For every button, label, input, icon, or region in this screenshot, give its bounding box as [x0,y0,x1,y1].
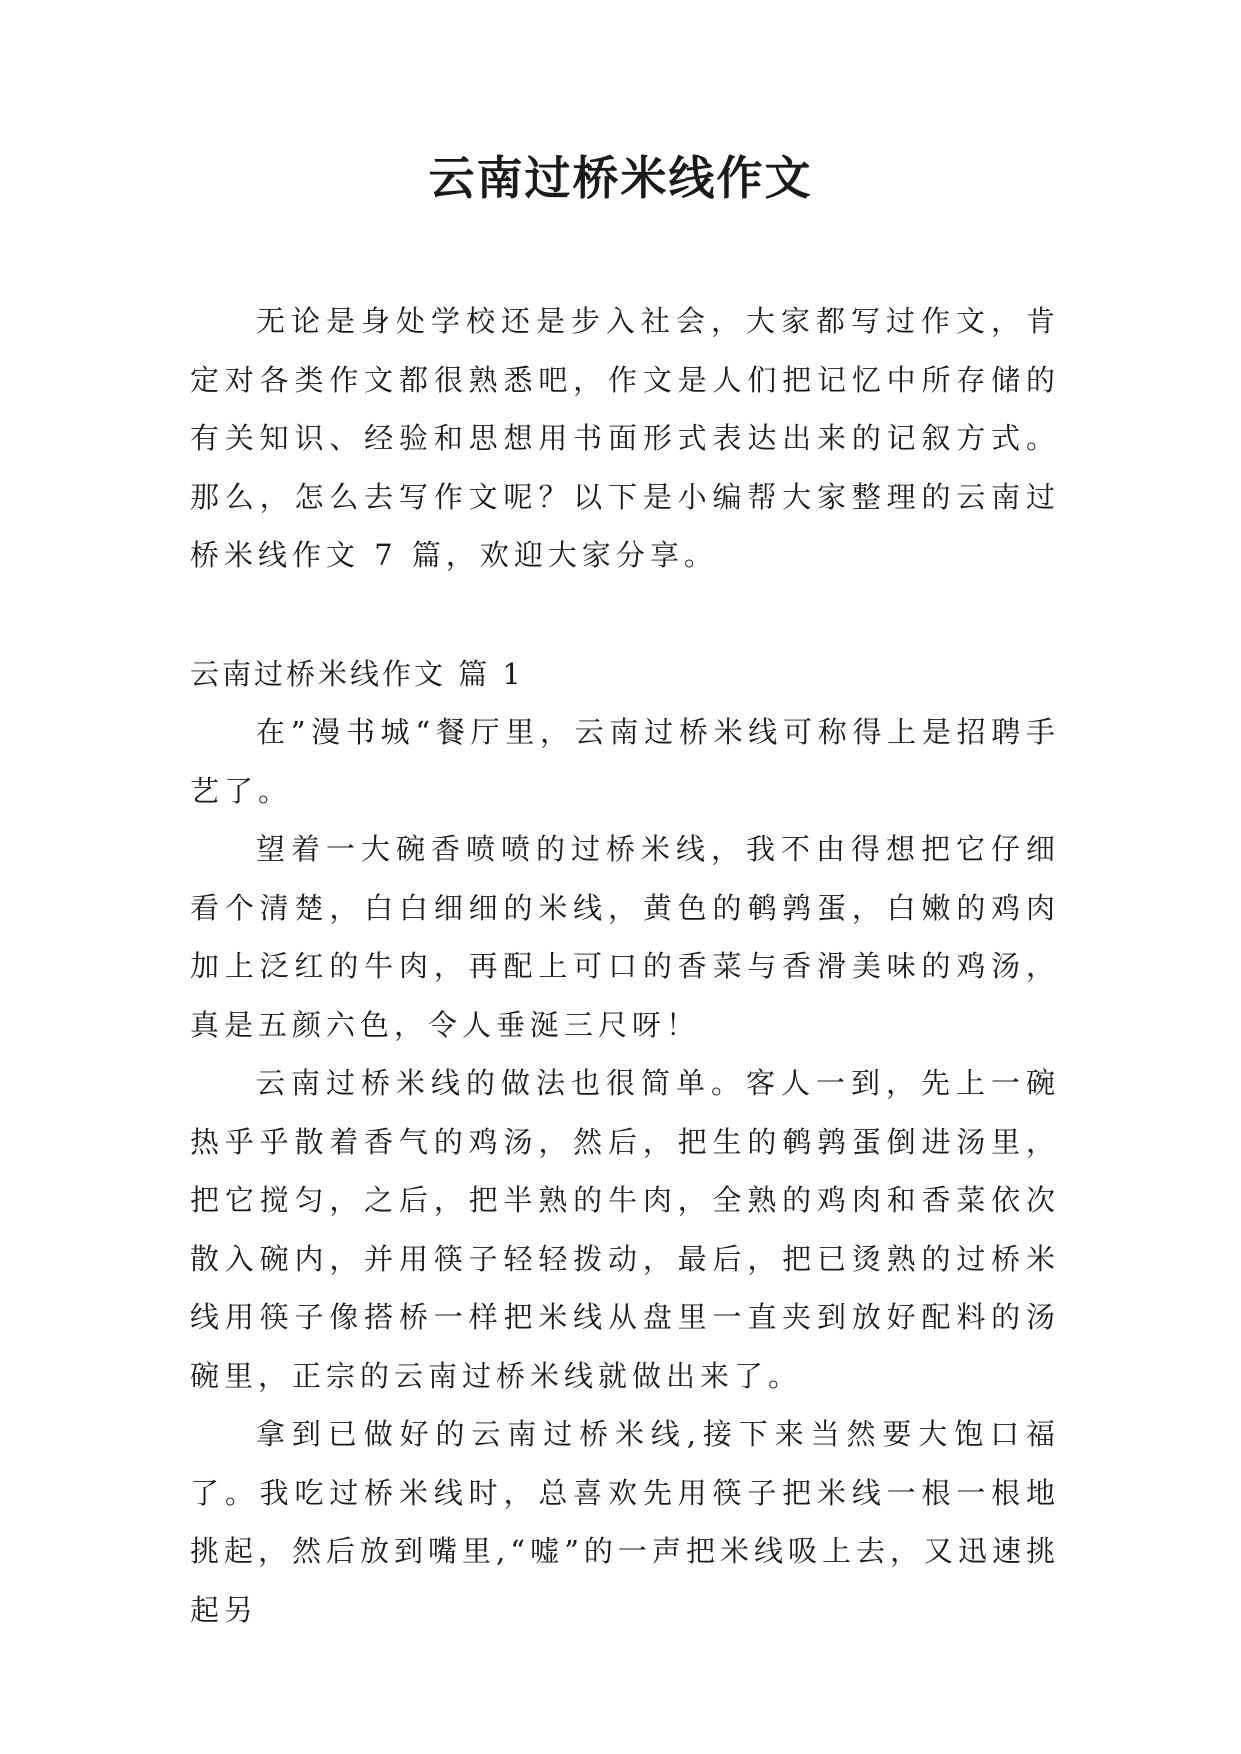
document-body [190,292,1060,1639]
body-paragraph-2: 望着一大碗香喷喷的过桥米线，我不由得想把它仔细看个清楚，白白细细的米线，黄色的鹌鹑蛋，白嫩的鸡肉加上泛红的牛肉，再配上可口的香菜与香滑美味的鸡汤，真是五颜六色，令人垂涎三尺呀！ [190,832,1060,1042]
body-paragraph-4: 拿到已做好的云南过桥米线,接下来当然要大饱口福了。我吃过桥米线时，总喜欢先用筷子把米线一根一根地挑起，然后放到嘴里,“嘘”的一声把米线吸上去，又迅速挑起另 [190,1417,1060,1627]
section-heading: 云南过桥米线作文 篇 1 [190,656,524,691]
document-title: 云南过桥米线作文 [428,151,813,205]
intro-paragraph: 无论是身处学校还是步入社会，大家都写过作文，肯定对各类作文都很熟悉吧，作文是人们把记忆中所存储的有关知识、经验和思想用书面形式表达出来的记叙方式。那么，怎么去写作文呢？以下是小编帮大家整理的云南过桥米线作文 7 篇，欢迎大家分享。 [190,304,1060,572]
body-paragraph-1: 在”漫书城“餐厅里，云南过桥米线可称得上是招聘手艺了。 [190,715,1060,808]
body-paragraph-3: 云南过桥米线的做法也很简单。客人一到，先上一碗热乎乎散着香气的鸡汤，然后，把生的鹌鹑蛋倒进汤里，把它搅匀，之后，把半熟的牛肉，全熟的鸡肉和香菜依次散入碗内，并用筷子轻轻拨动，最后，把已烫熟的过桥米线用筷子像搭桥一样把米线从盘里一直夹到放好配料的汤碗里，正宗的云南过桥米线就做出来了。 [190,1066,1060,1393]
